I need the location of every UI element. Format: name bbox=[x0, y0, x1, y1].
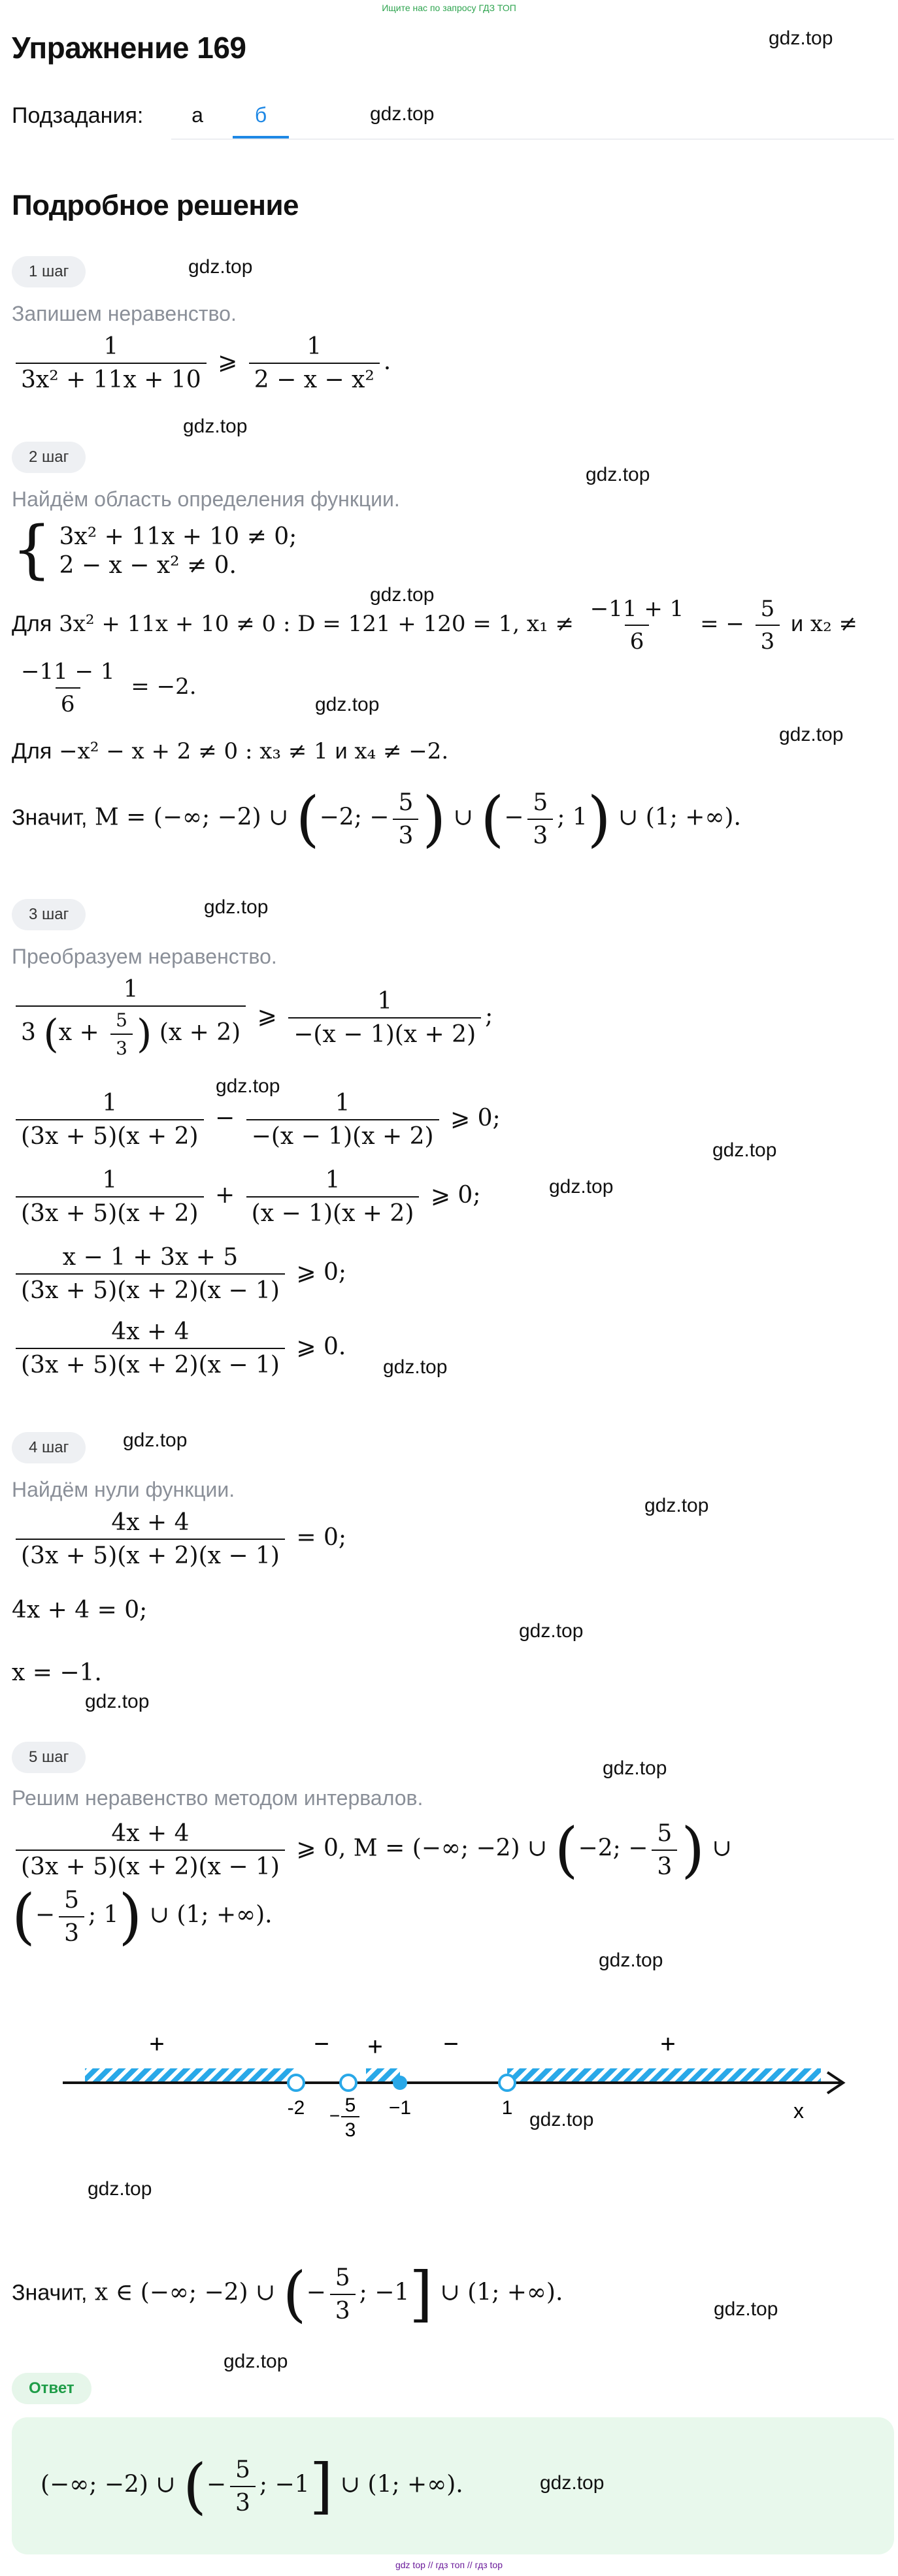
step-2-roots-3: Для −x² − x + 2 ≠ 0 : x₃ ≠ 1 и x₄ ≠ −2. bbox=[12, 738, 449, 764]
point-open-minus-2 bbox=[288, 2075, 304, 2091]
tabs-divider bbox=[171, 139, 894, 140]
sign-label: − bbox=[443, 2030, 459, 2059]
page-title: Упражнение 169 bbox=[12, 31, 246, 65]
step-2-roots-1: Для 3x² + 11x + 10 ≠ 0 : D = 121 + 120 = 1, x₁ ≠ $\frac{-11 + 1}{6}$ = − $\frac{5}{3}$ и x₂ ≠ bbox=[12, 596, 858, 655]
watermark: gdz.top bbox=[779, 724, 844, 745]
watermark: gdz.top bbox=[88, 2178, 152, 2200]
sign-label: + bbox=[367, 2032, 383, 2061]
answer-formula: (−∞; −2) ∪ (− $\frac{5}{3}$ ; −1] ∪ (1; +∞). bbox=[41, 2451, 463, 2521]
footer-links[interactable]: gdz top // гдз топ // гдз top bbox=[395, 2560, 503, 2570]
interval-hatch-right bbox=[507, 2068, 821, 2083]
watermark: gdz.top bbox=[586, 464, 650, 485]
step-4-line-2: 4x + 4 = 0; bbox=[12, 1597, 148, 1623]
watermark: gdz.top bbox=[549, 1176, 614, 1198]
step-5-line-1: $\frac{4x + 4}{(3x + 5)(x + 2)(x - 1)}$ ⩾ 0, M = (−∞; −2) ∪ (−2; − $\frac{5}{3}$ ) ∪ bbox=[12, 1815, 732, 1885]
step-3-line-5: $\frac{4x + 4}{(3x + 5)(x + 2)(x - 1)}$ ⩾ 0. bbox=[12, 1318, 346, 1378]
watermark: gdz.top bbox=[519, 1620, 584, 1642]
search-hint-link[interactable]: Ищите нас по запросу ГДЗ ТОП bbox=[382, 3, 516, 13]
watermark: gdz.top bbox=[603, 1757, 667, 1779]
number-line-diagram bbox=[0, 2019, 898, 2149]
tick-label: -2 bbox=[287, 2097, 305, 2119]
step-5-line-2: (− $\frac{5}{3}$ ; 1) ∪ (1; +∞). bbox=[12, 1882, 273, 1951]
watermark: gdz.top bbox=[383, 1356, 448, 1378]
step-chip-1: 1 шаг bbox=[12, 256, 86, 287]
watermark: gdz.top bbox=[183, 416, 248, 437]
step-5-caption: Решим неравенство методом интервалов. bbox=[12, 1786, 424, 1810]
step-chip-5: 5 шаг bbox=[12, 1742, 86, 1773]
subtasks-label: Подзадания: bbox=[12, 103, 144, 128]
watermark: gdz.top bbox=[85, 1691, 150, 1712]
step-3-line-1: 1 3 (x + $\frac{5}{3}$ ) (x + 2) ⩾ $\frac{1}{-(x - 1)(x + 2)}$ ; bbox=[12, 976, 493, 1059]
step-2-system: { 3x² + 11x + 10 ≠ 0; 2 − x − x² ≠ 0. bbox=[12, 513, 297, 586]
step-3-line-2: $\frac{1}{(3x + 5)(x + 2)}$ − $\frac{1}{-(x - 1)(x + 2)}$ ⩾ 0; bbox=[12, 1090, 501, 1150]
point-open-minus-5-3 bbox=[341, 2075, 356, 2091]
watermark: gdz.top bbox=[216, 1075, 280, 1097]
watermark: gdz.top bbox=[188, 256, 253, 278]
tick-label: 1 bbox=[501, 2097, 513, 2119]
watermark: gdz.top bbox=[123, 1429, 188, 1451]
tick-label: 5 bbox=[344, 2095, 356, 2116]
watermark: gdz.top bbox=[370, 103, 435, 125]
point-closed-minus-1 bbox=[393, 2076, 407, 2090]
watermark: gdz.top bbox=[204, 896, 269, 918]
watermark: gdz.top bbox=[370, 584, 435, 606]
step-chip-3: 3 шаг bbox=[12, 899, 86, 930]
step-5-conclusion: Значит, x ∈ (−∞; −2) ∪ (− $\frac{5}{3}$ ; −1] ∪ (1; +∞). bbox=[12, 2259, 563, 2329]
step-4-line-1: $\frac{4x + 4}{(3x + 5)(x + 2)(x - 1)}$ = 0; bbox=[12, 1509, 346, 1569]
sign-label: + bbox=[660, 2030, 676, 2059]
watermark: gdz.top bbox=[712, 1139, 777, 1161]
watermark: gdz.top bbox=[599, 1949, 663, 1971]
tab-a[interactable]: а bbox=[191, 103, 203, 127]
step-3-line-3: $\frac{1}{(3x + 5)(x + 2)}$ + $\frac{1}{(x - 1)(x + 2)}$ ⩾ 0; bbox=[12, 1167, 480, 1227]
watermark: gdz.top bbox=[769, 27, 833, 49]
tick-label: − bbox=[329, 2106, 341, 2126]
watermark: gdz.top bbox=[315, 694, 380, 715]
solution-title: Подробное решение bbox=[12, 189, 299, 221]
watermark: gdz.top bbox=[714, 2298, 778, 2320]
axis-label: x bbox=[793, 2099, 804, 2123]
tick-label: −1 bbox=[388, 2097, 412, 2119]
sign-label: − bbox=[314, 2030, 329, 2059]
sign-label: + bbox=[149, 2030, 165, 2059]
step-2-domain: Значит, M = (−∞; −2) ∪ (−2; − $\frac{5}{3}$ ) ∪ (− $\frac{5}{3}$ ; 1) ∪ (1; +∞). bbox=[12, 784, 741, 854]
step-3-caption: Преобразуем неравенство. bbox=[12, 945, 277, 968]
watermark: gdz.top bbox=[224, 2351, 288, 2372]
tick-label: 3 bbox=[344, 2119, 356, 2141]
step-1-caption: Запишем неравенство. bbox=[12, 302, 237, 325]
watermark: gdz.top bbox=[540, 2472, 605, 2494]
answer-chip: Ответ bbox=[12, 2373, 91, 2404]
step-4-line-3: x = −1. bbox=[12, 1659, 102, 1686]
step-2-roots-2: $\frac{-11 - 1}{6}$ = −2. bbox=[21, 659, 197, 717]
step-4-caption: Найдём нули функции. bbox=[12, 1478, 235, 1501]
watermark: gdz.top bbox=[529, 2109, 594, 2130]
step-2-caption: Найдём область определения функции. bbox=[12, 487, 400, 511]
point-open-1 bbox=[499, 2075, 515, 2091]
step-chip-4: 4 шаг bbox=[12, 1432, 86, 1463]
interval-hatch-left bbox=[85, 2068, 294, 2083]
step-3-line-4: $\frac{x - 1 + 3x + 5}{(3x + 5)(x + 2)(x - 1)}$ ⩾ 0; bbox=[12, 1244, 346, 1304]
step-1-inequality: $\frac{1}{\text{3x² + 11x + 10}}$ ⩾ $\frac{1}{\text{2 − x − x²}}$ . bbox=[12, 333, 391, 393]
watermark: gdz.top bbox=[644, 1495, 709, 1516]
tab-b[interactable]: б bbox=[254, 103, 267, 127]
step-chip-2: 2 шаг bbox=[12, 442, 86, 473]
